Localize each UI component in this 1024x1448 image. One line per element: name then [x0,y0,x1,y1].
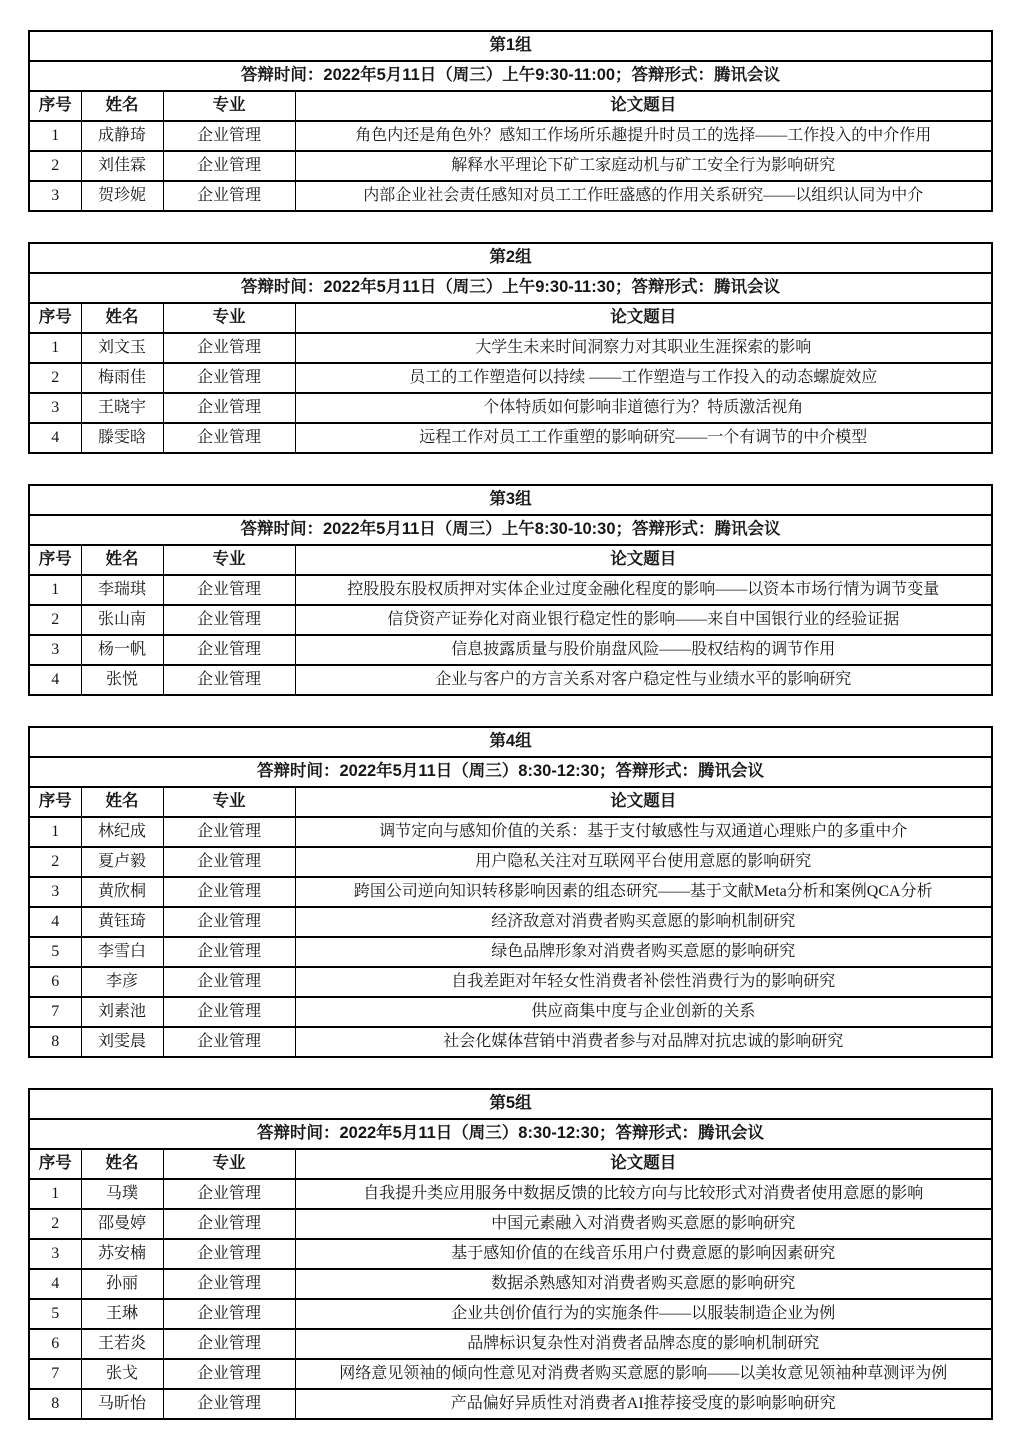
cell-major: 企业管理 [163,423,295,453]
cell-student-name: 孙丽 [81,1269,163,1299]
student-row [29,997,992,1027]
cell-major: 企业管理 [163,393,295,423]
column-header-thesis-title: 论文题目 [295,545,992,575]
cell-student-name: 滕雯晗 [81,423,163,453]
student-row [29,937,992,967]
cell-student-name: 李雪白 [81,937,163,967]
defense-group-table-5 [28,1088,993,1420]
cell-student-name: 李瑞琪 [81,575,163,605]
cell-index: 4 [29,1269,81,1299]
student-row [29,635,992,665]
cell-student-name: 张戈 [81,1359,163,1389]
cell-major: 企业管理 [163,1269,295,1299]
column-header-name: 姓名 [81,303,163,333]
cell-thesis-title: 数据杀熟感知对消费者购买意愿的影响研究 [295,1269,992,1299]
cell-index: 4 [29,665,81,695]
cell-index: 3 [29,635,81,665]
cell-student-name: 马昕怡 [81,1389,163,1419]
cell-thesis-title: 基于感知价值的在线音乐用户付费意愿的影响因素研究 [295,1239,992,1269]
defense-group-table-2 [28,242,993,454]
column-header-row [29,545,992,575]
cell-student-name: 梅雨佳 [81,363,163,393]
cell-thesis-title: 经济敌意对消费者购买意愿的影响机制研究 [295,907,992,937]
cell-student-name: 王晓宇 [81,393,163,423]
cell-major: 企业管理 [163,605,295,635]
cell-thesis-title: 绿色品牌形象对消费者购买意愿的影响研究 [295,937,992,967]
column-header-major: 专业 [163,91,295,121]
column-header-name: 姓名 [81,1149,163,1179]
cell-student-name: 成静琦 [81,121,163,151]
cell-index: 2 [29,1209,81,1239]
cell-index: 4 [29,907,81,937]
student-row [29,1299,992,1329]
cell-student-name: 张山南 [81,605,163,635]
cell-student-name: 林纪成 [81,817,163,847]
student-row [29,575,992,605]
defense-group-table-4 [28,726,993,1058]
cell-index: 3 [29,181,81,211]
cell-thesis-title: 自我提升类应用服务中数据反馈的比较方向与比较形式对消费者使用意愿的影响 [295,1179,992,1209]
student-row [29,1269,992,1299]
student-row [29,151,992,181]
cell-thesis-title: 跨国公司逆向知识转移影响因素的组态研究——基于文献Meta分析和案例QCA分析 [295,877,992,907]
column-header-row [29,787,992,817]
cell-index: 5 [29,1299,81,1329]
column-header-row [29,91,992,121]
cell-index: 2 [29,151,81,181]
group-title: 第5组 [29,1089,992,1119]
group-title: 第1组 [29,31,992,61]
cell-thesis-title: 控股股东股权质押对实体企业过度金融化程度的影响——以资本市场行情为调节变量 [295,575,992,605]
cell-student-name: 黄钰琦 [81,907,163,937]
cell-thesis-title: 远程工作对员工工作重塑的影响研究——一个有调节的中介模型 [295,423,992,453]
cell-thesis-title: 中国元素融入对消费者购买意愿的影响研究 [295,1209,992,1239]
student-row [29,605,992,635]
column-header-name: 姓名 [81,545,163,575]
column-header-row [29,1149,992,1179]
schedule-line: 答辩时间：2022年5月11日（周三）上午9:30-11:00；答辩形式：腾讯会议 [29,61,992,91]
column-header-index: 序号 [29,787,81,817]
student-row [29,1179,992,1209]
cell-student-name: 张悦 [81,665,163,695]
column-header-index: 序号 [29,1149,81,1179]
cell-major: 企业管理 [163,665,295,695]
cell-thesis-title: 个体特质如何影响非道德行为？特质激活视角 [295,393,992,423]
cell-student-name: 邵曼婷 [81,1209,163,1239]
column-header-index: 序号 [29,303,81,333]
cell-thesis-title: 网络意见领袖的倾向性意见对消费者购买意愿的影响——以美妆意见领袖种草测评为例 [295,1359,992,1389]
cell-index: 2 [29,605,81,635]
cell-major: 企业管理 [163,817,295,847]
cell-index: 7 [29,1359,81,1389]
student-row [29,393,992,423]
cell-major: 企业管理 [163,333,295,363]
cell-student-name: 刘雯晨 [81,1027,163,1057]
cell-thesis-title: 调节定向与感知价值的关系：基于支付敏感性与双通道心理账户的多重中介 [295,817,992,847]
student-row [29,363,992,393]
cell-index: 1 [29,817,81,847]
group-title: 第4组 [29,727,992,757]
cell-major: 企业管理 [163,121,295,151]
cell-thesis-title: 品牌标识复杂性对消费者品牌态度的影响机制研究 [295,1329,992,1359]
cell-student-name: 贺珍妮 [81,181,163,211]
cell-major: 企业管理 [163,1389,295,1419]
cell-index: 1 [29,575,81,605]
cell-major: 企业管理 [163,937,295,967]
column-header-index: 序号 [29,91,81,121]
cell-thesis-title: 信贷资产证券化对商业银行稳定性的影响——来自中国银行业的经验证据 [295,605,992,635]
cell-major: 企业管理 [163,1179,295,1209]
cell-thesis-title: 社会化媒体营销中消费者参与对品牌对抗忠诚的影响研究 [295,1027,992,1057]
schedule-line: 答辩时间：2022年5月11日（周三）上午9:30-11:30；答辩形式：腾讯会议 [29,273,992,303]
student-row [29,333,992,363]
cell-thesis-title: 解释水平理论下矿工家庭动机与矿工安全行为影响研究 [295,151,992,181]
cell-student-name: 黄欣桐 [81,877,163,907]
cell-student-name: 刘素池 [81,997,163,1027]
cell-index: 4 [29,423,81,453]
cell-major: 企业管理 [163,1359,295,1389]
column-header-index: 序号 [29,545,81,575]
column-header-name: 姓名 [81,787,163,817]
cell-major: 企业管理 [163,181,295,211]
cell-student-name: 夏卢毅 [81,847,163,877]
cell-thesis-title: 自我差距对年轻女性消费者补偿性消费行为的影响研究 [295,967,992,997]
cell-thesis-title: 角色内还是角色外？感知工作场所乐趣提升时员工的选择——工作投入的中介作用 [295,121,992,151]
cell-student-name: 王琳 [81,1299,163,1329]
cell-student-name: 杨一帆 [81,635,163,665]
cell-index: 1 [29,121,81,151]
cell-major: 企业管理 [163,907,295,937]
cell-major: 企业管理 [163,847,295,877]
student-row [29,423,992,453]
cell-thesis-title: 用户隐私关注对互联网平台使用意愿的影响研究 [295,847,992,877]
student-row [29,665,992,695]
cell-major: 企业管理 [163,997,295,1027]
cell-major: 企业管理 [163,1027,295,1057]
cell-thesis-title: 产品偏好异质性对消费者AI推荐接受度的影响影响研究 [295,1389,992,1419]
cell-index: 3 [29,1239,81,1269]
cell-index: 8 [29,1027,81,1057]
student-row [29,817,992,847]
column-header-thesis-title: 论文题目 [295,303,992,333]
cell-index: 7 [29,997,81,1027]
cell-major: 企业管理 [163,1239,295,1269]
defense-group-table-3 [28,484,993,696]
defense-schedule-tables [28,30,996,1420]
group-title: 第2组 [29,243,992,273]
cell-student-name: 马璞 [81,1179,163,1209]
cell-thesis-title: 企业与客户的方言关系对客户稳定性与业绩水平的影响研究 [295,665,992,695]
cell-major: 企业管理 [163,1329,295,1359]
student-row [29,121,992,151]
student-row [29,967,992,997]
cell-major: 企业管理 [163,1209,295,1239]
cell-student-name: 刘文玉 [81,333,163,363]
column-header-major: 专业 [163,1149,295,1179]
column-header-name: 姓名 [81,91,163,121]
column-header-thesis-title: 论文题目 [295,1149,992,1179]
student-row [29,1239,992,1269]
schedule-line: 答辩时间：2022年5月11日（周三）8:30-12:30；答辩形式：腾讯会议 [29,757,992,787]
student-row [29,1329,992,1359]
cell-major: 企业管理 [163,1299,295,1329]
schedule-line: 答辩时间：2022年5月11日（周三）8:30-12:30；答辩形式：腾讯会议 [29,1119,992,1149]
cell-thesis-title: 供应商集中度与企业创新的关系 [295,997,992,1027]
cell-index: 2 [29,363,81,393]
cell-index: 2 [29,847,81,877]
cell-thesis-title: 企业共创价值行为的实施条件——以服装制造企业为例 [295,1299,992,1329]
cell-major: 企业管理 [163,635,295,665]
group-title: 第3组 [29,485,992,515]
cell-student-name: 李彦 [81,967,163,997]
schedule-line: 答辩时间：2022年5月11日（周三）上午8:30-10:30；答辩形式：腾讯会议 [29,515,992,545]
column-header-major: 专业 [163,787,295,817]
cell-index: 5 [29,937,81,967]
column-header-row [29,303,992,333]
student-row [29,847,992,877]
student-row [29,181,992,211]
cell-index: 3 [29,877,81,907]
cell-index: 1 [29,1179,81,1209]
column-header-major: 专业 [163,303,295,333]
cell-major: 企业管理 [163,877,295,907]
cell-index: 1 [29,333,81,363]
column-header-thesis-title: 论文题目 [295,787,992,817]
student-row [29,1209,992,1239]
cell-thesis-title: 信息披露质量与股价崩盘风险——股权结构的调节作用 [295,635,992,665]
student-row [29,1389,992,1419]
cell-index: 6 [29,967,81,997]
cell-major: 企业管理 [163,967,295,997]
cell-index: 3 [29,393,81,423]
cell-major: 企业管理 [163,151,295,181]
defense-group-table-1 [28,30,993,212]
student-row [29,877,992,907]
student-row [29,1027,992,1057]
column-header-major: 专业 [163,545,295,575]
cell-index: 6 [29,1329,81,1359]
student-row [29,1359,992,1389]
student-row [29,907,992,937]
cell-student-name: 苏安楠 [81,1239,163,1269]
cell-thesis-title: 员工的工作塑造何以持续 ——工作塑造与工作投入的动态螺旋效应 [295,363,992,393]
cell-major: 企业管理 [163,575,295,605]
column-header-thesis-title: 论文题目 [295,91,992,121]
cell-major: 企业管理 [163,363,295,393]
cell-student-name: 王若炎 [81,1329,163,1359]
cell-student-name: 刘佳霖 [81,151,163,181]
cell-thesis-title: 大学生未来时间洞察力对其职业生涯探索的影响 [295,333,992,363]
cell-thesis-title: 内部企业社会责任感知对员工工作旺盛感的作用关系研究——以组织认同为中介 [295,181,992,211]
cell-index: 8 [29,1389,81,1419]
